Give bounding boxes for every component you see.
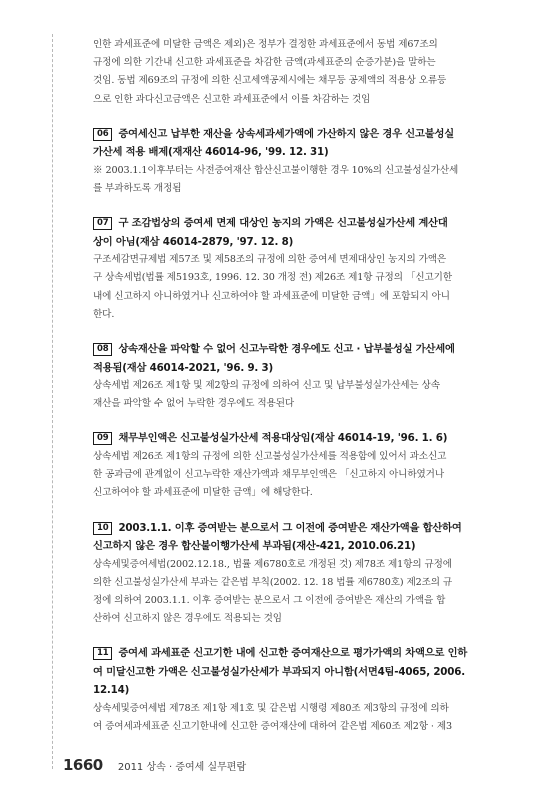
section-heading-line: [93, 663, 493, 682]
section-heading-text: 가산세 적용 배제(재재산 46014-96, '99. 12. 31): [93, 146, 329, 159]
page-footer: [63, 755, 246, 774]
section-heading-text: 증여세신고 납부한 재산을 상속세과세가액에 가산하지 않은 경우 신고불성실: [118, 127, 455, 140]
section-body-line: 를 부과하도록 개정됨: [93, 183, 182, 195]
section-body-line: 구 상속세법(법률 제5193호, 1996. 12. 30 개정 전) 제26조 제1항 규정의 「신고기한: [93, 272, 452, 284]
section-heading-line: [93, 429, 493, 448]
section-body-line: 의한 신고불성실가산세 부과는 같은법 부칙(2002. 12. 18 법률 제6780호) 제2조의 규: [93, 576, 453, 588]
section-number-badge: 08: [93, 343, 112, 356]
ruling-section: [93, 340, 493, 413]
section-heading-line: [93, 143, 493, 162]
section-heading-line: [93, 125, 493, 144]
section-heading-text: 채무부인액은 신고불성실가산세 적용대상임(재삼 46014-19, '96. 1. 6): [118, 432, 448, 445]
section-heading-text: 신고하지 않은 경우 합산불이행가산세 부과됨(재산-421, 2010.06.21): [93, 540, 416, 553]
section-heading-line: [93, 519, 493, 538]
section-heading-line: [93, 359, 493, 378]
intro-line: 으로 인한 과다신고금액은 신고한 과세표준에서 이를 차감하는 것임: [93, 93, 371, 105]
book-title: 2011 상속 · 증여세 실무편람: [117, 762, 247, 773]
section-heading-line: [93, 537, 493, 556]
intro-line: 인한 과세표준에 미달한 금액은 제외)은 정부가 결정한 과세표준에서 동법 제67조의: [93, 39, 438, 50]
section-body-line: 상속세법 제26조 제1항의 규정에 의한 신고불성실가산세를 적용함에 있어서 과소신고: [93, 450, 447, 462]
ruling-section: [93, 644, 493, 736]
section-heading-text: 12.14): [93, 684, 130, 697]
section-number-badge: 09: [93, 432, 112, 445]
section-body-line: 신고하여야 할 과세표준에 미달한 금액」에 해당한다.: [93, 487, 313, 499]
section-body-line: ※ 2003.1.1이후부터는 사전증여재산 합산신고불이행한 경우 10%의 신고불성실가산세: [93, 164, 459, 176]
section-body-line: 상속세및증여세법 제78조 제1항 제1호 및 같은법 시행령 제80조 제3항의 규정에 의하: [93, 702, 449, 714]
section-heading-line: [93, 681, 493, 700]
section-heading-text: 증여세 과세표준 신고기한 내에 신고한 증여재산으로 평가가액의 차액으로 인하: [118, 647, 468, 660]
ruling-section: [93, 429, 493, 502]
intro-line: 것임. 동법 제69조의 규정에 의한 신고세액공제시에는 채무등 공제액의 적용상 오류등: [93, 75, 447, 87]
document-body: [93, 36, 493, 736]
section-heading-text: 구 조감법상의 증여세 면제 대상인 농지의 가액은 신고불성실가산세 계산대: [118, 217, 448, 230]
section-body-line: 내에 신고하지 아니하였거나 신고하여야 할 과세표준에 미달한 금액」에 포함되지 아니: [93, 290, 450, 302]
margin-dashed-rule: [52, 34, 53, 769]
page-number: 1660: [63, 756, 103, 774]
section-number-badge: 11: [93, 647, 112, 660]
section-body-line: 구조세감면규제법 제57조 및 제58조의 규정에 의한 증여세 면제대상인 농지의 가액은: [93, 254, 447, 266]
ruling-section: [93, 125, 493, 198]
section-body-line: 여 증여세과세표준 신고기한내에 신고한 증여재산에 대하여 같은법 제60조 제2항 · 제3: [93, 721, 452, 733]
section-body-line: 산하여 신고하지 않은 경우에도 적용되는 것임: [93, 613, 282, 625]
intro-line: 규정에 의한 기간내 신고한 과세표준을 차감한 금액(과세표준의 순증가분)을 말하는: [93, 57, 436, 69]
section-number-badge: 07: [93, 217, 112, 230]
section-heading-text: 여 미달신고한 가액은 신고불성실가산세가 부과되지 아니함(서면4팀-4065, 2006.: [93, 665, 465, 678]
section-body-line: 재산을 파악할 수 없어 누락한 경우에도 적용된다: [93, 398, 295, 410]
section-body-line: 한 공과금에 관계없이 신고누락한 재산가액과 채무부인액은 「신고하지 아니하였거나: [93, 469, 445, 481]
intro-paragraph: [93, 36, 493, 109]
section-body-line: 정에 의하여 2003.1.1. 이후 증여받는 분으로서 그 이전에 증여받은 재산의 가액을 합: [93, 594, 446, 606]
section-heading-text: 적용됨(재삼 46014-2021, '96. 9. 3): [93, 361, 273, 374]
section-heading-text: 상이 아님(재삼 46014-2879, '97. 12. 8): [93, 235, 294, 248]
ruling-section: [93, 519, 493, 629]
section-number-badge: 06: [93, 128, 112, 141]
section-heading-text: 2003.1.1. 이후 증여받는 분으로서 그 이전에 증여받은 재산가액을 합산하여: [118, 521, 462, 534]
section-body-line: 상속세법 제26조 제1항 및 제2항의 규정에 의하여 신고 및 납부불성실가산세는 상속: [93, 380, 440, 392]
section-heading-line: [93, 233, 493, 252]
section-heading-text: 상속재산을 파악할 수 없어 신고누락한 경우에도 신고 · 납부불성실 가산세에: [118, 343, 455, 356]
section-heading-line: [93, 644, 493, 663]
ruling-section: [93, 214, 493, 324]
section-number-badge: 10: [93, 522, 112, 535]
section-heading-line: [93, 340, 493, 359]
section-heading-line: [93, 214, 493, 233]
section-body-line: 상속세및증여세법(2002.12.18., 법률 제6780호로 개정된 것) 제78조 제1항의 규정에: [93, 558, 452, 570]
section-body-line: 한다.: [93, 308, 115, 320]
